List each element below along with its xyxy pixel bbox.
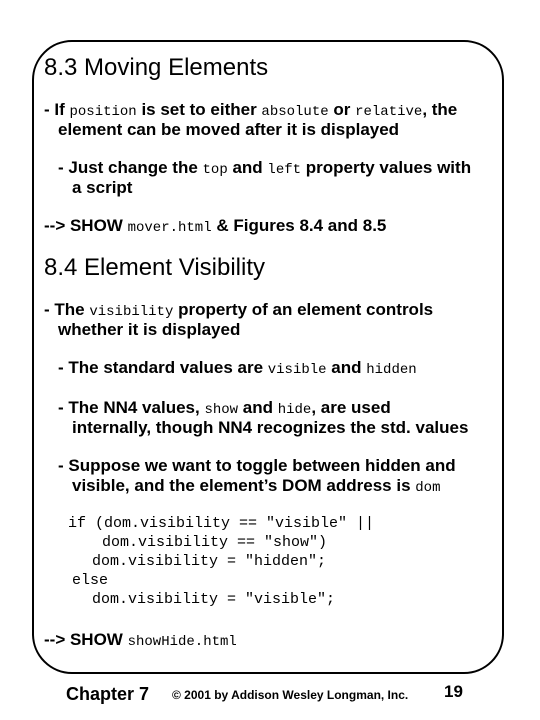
page-number: 19 [444, 682, 463, 701]
nn4-values-bullet-cont: internally, though NN4 recognizes the std. values [72, 418, 469, 437]
toggle-bullet: - Suppose we want to toggle between hidden and [58, 456, 456, 475]
footer-copyright: © 2001 by Addison Wesley Longman, Inc. [172, 688, 409, 702]
code-line-4: else [72, 572, 109, 589]
nn4-values-bullet: - The NN4 values, show and hide, are used [58, 398, 391, 418]
section-heading-moving-elements: 8.3 Moving Elements [44, 54, 269, 81]
position-bullet-cont: element can be moved after it is displayed [58, 120, 400, 139]
show-mover-line: --> SHOW mover.html & Figures 8.4 and 8.5 [44, 216, 387, 236]
visibility-bullet: - The visibility property of an element controls [44, 300, 434, 320]
top-left-bullet: - Just change the top and left property values with [58, 158, 472, 178]
standard-values-bullet: - The standard values are visible and hidden [58, 358, 417, 378]
visibility-bullet-cont: whether it is displayed [58, 320, 241, 339]
section-heading-element-visibility: 8.4 Element Visibility [44, 254, 265, 281]
position-bullet: - If position is set to either absolute or relative, the [44, 100, 458, 120]
code-line-3: dom.visibility = "hidden"; [74, 553, 327, 570]
code-line-5: dom.visibility = "visible"; [74, 591, 336, 608]
toggle-bullet-cont: visible, and the element’s DOM address is dom [72, 476, 441, 496]
top-left-bullet-cont: a script [72, 178, 133, 197]
code-line-2: dom.visibility == "show") [84, 534, 328, 551]
show-showhide-line: --> SHOW showHide.html [44, 630, 237, 650]
code-line-1: if (dom.visibility == "visible" || [68, 515, 375, 532]
footer-chapter: Chapter 7 [66, 684, 150, 704]
